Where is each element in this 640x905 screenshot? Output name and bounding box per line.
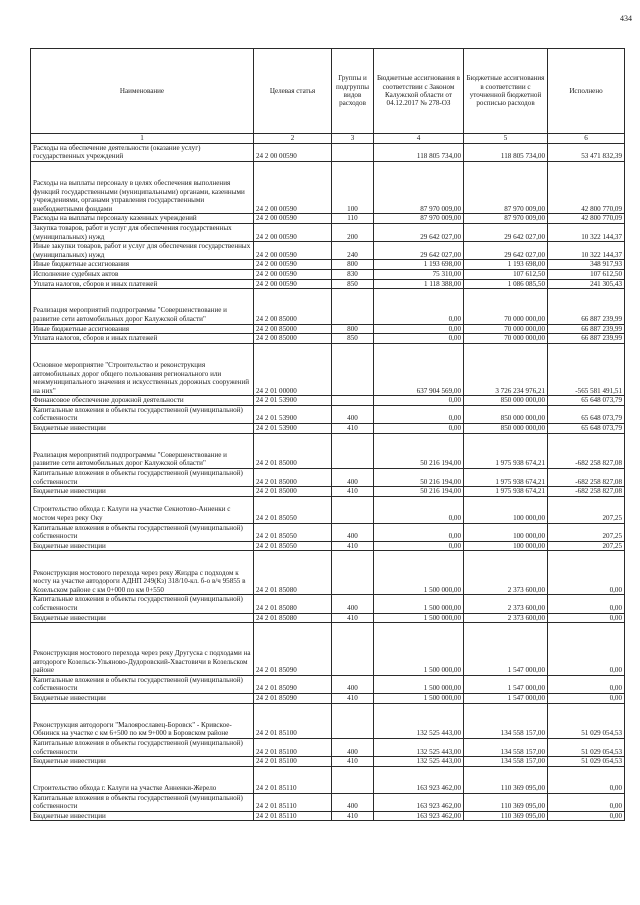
row-expense-group: 400 bbox=[332, 793, 374, 811]
row-executed: 65 648 073,79 bbox=[548, 396, 625, 406]
row-budget-revised: 1 975 938 674,21 bbox=[464, 433, 548, 468]
row-budget-revised: 134 558 157,00 bbox=[464, 757, 548, 767]
row-target-article: 24 2 00 00590 bbox=[254, 223, 332, 241]
header-executed: Исполнено bbox=[548, 49, 625, 134]
table-row bbox=[31, 279, 625, 289]
row-budget-revised: 70 000 000,00 bbox=[464, 289, 548, 324]
row-name: Капитальные вложения в объекты государственной (муниципальной) собственности bbox=[31, 405, 254, 423]
row-target-article: 24 2 01 85090 bbox=[254, 693, 332, 703]
row-executed: 107 612,50 bbox=[548, 269, 625, 279]
table-row bbox=[31, 496, 625, 523]
row-executed: -565 581 491,51 bbox=[548, 343, 625, 396]
row-expense-group: 400 bbox=[332, 738, 374, 756]
row-name: Реконструкция автодороги "Малоярославец-Боровск" - Кривское-Обнинск на участке с км 6+500 по км 9+000 в Боровском районе bbox=[31, 703, 254, 738]
row-budget-revised: 1 975 938 674,21 bbox=[464, 469, 548, 487]
header-budget-law: Бюджетные ассигнования в соответствии с Законом Калужской области от 04.12.2017 № 278-ОЗ bbox=[374, 49, 464, 134]
row-expense-group bbox=[332, 766, 374, 793]
table-row bbox=[31, 693, 625, 703]
row-executed: -682 258 827,08 bbox=[548, 433, 625, 468]
row-target-article: 24 2 01 53900 bbox=[254, 424, 332, 434]
table-row bbox=[31, 396, 625, 406]
row-budget-revised: 70 000 000,00 bbox=[464, 324, 548, 334]
row-budget-revised: 850 000 000,00 bbox=[464, 424, 548, 434]
row-executed: 207,25 bbox=[548, 496, 625, 523]
row-target-article: 24 2 00 00590 bbox=[254, 279, 332, 289]
row-expense-group: 400 bbox=[332, 523, 374, 541]
row-expense-group: 410 bbox=[332, 541, 374, 551]
table-row bbox=[31, 595, 625, 613]
row-budget-revised: 1 086 085,50 bbox=[464, 279, 548, 289]
row-name: Закупка товаров, работ и услуг для обеспечения государственных (муниципальных) нужд bbox=[31, 223, 254, 241]
row-target-article: 24 2 00 00590 bbox=[254, 260, 332, 270]
row-name: Бюджетные инвестиции bbox=[31, 424, 254, 434]
row-executed: 207,25 bbox=[548, 541, 625, 551]
row-budget-revised: 850 000 000,00 bbox=[464, 396, 548, 406]
row-budget-revised: 2 373 600,00 bbox=[464, 613, 548, 623]
row-expense-group: 410 bbox=[332, 757, 374, 767]
row-executed: 42 800 770,09 bbox=[548, 161, 625, 214]
row-name: Уплата налогов, сборов и иных платежей bbox=[31, 334, 254, 344]
row-name: Бюджетные инвестиции bbox=[31, 541, 254, 551]
table-row bbox=[31, 675, 625, 693]
table-row bbox=[31, 541, 625, 551]
row-name: Финансовое обеспечение дорожной деятельности bbox=[31, 396, 254, 406]
row-target-article: 24 2 00 00590 bbox=[254, 214, 332, 224]
row-executed: 10 322 144,37 bbox=[548, 242, 625, 260]
row-name: Бюджетные инвестиции bbox=[31, 487, 254, 497]
table-row bbox=[31, 143, 625, 161]
row-name: Капитальные вложения в объекты государственной (муниципальной) собственности bbox=[31, 523, 254, 541]
row-budget-law: 0,00 bbox=[374, 496, 464, 523]
row-executed: 51 029 054,53 bbox=[548, 703, 625, 738]
row-name: Реконструкция мостового перехода через реку Жиздра с подходом к мосту на участке автодороги АДНП 249(Кз) 318/10-кл. б-о в/ч 95855 в Козельском районе с км 0+000 по км 0+550 bbox=[31, 551, 254, 595]
row-expense-group: 400 bbox=[332, 469, 374, 487]
row-expense-group bbox=[332, 143, 374, 161]
row-expense-group: 800 bbox=[332, 260, 374, 270]
row-target-article: 24 2 00 85000 bbox=[254, 289, 332, 324]
row-budget-revised: 100 000,00 bbox=[464, 496, 548, 523]
row-budget-law: 87 970 009,00 bbox=[374, 161, 464, 214]
row-name: Основное мероприятие "Строительство и реконструкция автомобильных дорог общего пользования регионального или межмуниципального значения и искусственных дорожных сооружений на них" bbox=[31, 343, 254, 396]
row-name: Расходы на выплаты персоналу казенных учреждений bbox=[31, 214, 254, 224]
row-name: Расходы на обеспечение деятельности (оказание услуг) государственных учреждений bbox=[31, 143, 254, 161]
row-expense-group bbox=[332, 496, 374, 523]
row-budget-law: 75 310,00 bbox=[374, 269, 464, 279]
row-budget-law: 1 500 000,00 bbox=[374, 623, 464, 676]
row-budget-law: 50 216 194,00 bbox=[374, 469, 464, 487]
row-expense-group bbox=[332, 703, 374, 738]
row-target-article: 24 2 00 00590 bbox=[254, 161, 332, 214]
row-budget-law: 1 500 000,00 bbox=[374, 613, 464, 623]
table-row bbox=[31, 551, 625, 595]
row-target-article: 24 2 01 85090 bbox=[254, 623, 332, 676]
row-budget-law: 1 500 000,00 bbox=[374, 675, 464, 693]
row-budget-revised: 29 642 027,00 bbox=[464, 223, 548, 241]
row-name: Реализация мероприятий подпрограммы "Совершенствование и развитие сети автомобильных дорог Калужской области" bbox=[31, 433, 254, 468]
table-row bbox=[31, 793, 625, 811]
row-expense-group: 850 bbox=[332, 334, 374, 344]
table-row bbox=[31, 469, 625, 487]
row-budget-revised: 118 805 734,00 bbox=[464, 143, 548, 161]
row-executed: 0,00 bbox=[548, 675, 625, 693]
row-budget-law: 132 525 443,00 bbox=[374, 757, 464, 767]
column-number: 5 bbox=[464, 134, 548, 144]
table-row bbox=[31, 766, 625, 793]
budget-table bbox=[30, 48, 625, 821]
column-number: 4 bbox=[374, 134, 464, 144]
row-budget-revised: 3 726 234 976,21 bbox=[464, 343, 548, 396]
row-name: Капитальные вложения в объекты государственной (муниципальной) собственности bbox=[31, 675, 254, 693]
row-budget-revised: 110 369 095,00 bbox=[464, 793, 548, 811]
row-budget-revised: 134 558 157,00 bbox=[464, 738, 548, 756]
row-target-article: 24 2 00 00590 bbox=[254, 143, 332, 161]
row-budget-revised: 107 612,50 bbox=[464, 269, 548, 279]
row-budget-law: 1 118 388,00 bbox=[374, 279, 464, 289]
table-row bbox=[31, 757, 625, 767]
row-executed: 53 471 832,39 bbox=[548, 143, 625, 161]
row-executed: 348 917,93 bbox=[548, 260, 625, 270]
table-row bbox=[31, 343, 625, 396]
table-body bbox=[31, 143, 625, 821]
row-expense-group: 850 bbox=[332, 279, 374, 289]
row-budget-revised: 87 970 009,00 bbox=[464, 161, 548, 214]
row-name: Иные бюджетные ассигнования bbox=[31, 260, 254, 270]
row-name: Иные закупки товаров, работ и услуг для обеспечения государственных (муниципальных) нужд bbox=[31, 242, 254, 260]
row-budget-revised: 110 369 095,00 bbox=[464, 766, 548, 793]
row-target-article: 24 2 01 85110 bbox=[254, 811, 332, 821]
table-row bbox=[31, 214, 625, 224]
row-target-article: 24 2 00 85000 bbox=[254, 334, 332, 344]
row-target-article: 24 2 00 85000 bbox=[254, 324, 332, 334]
row-executed: 0,00 bbox=[548, 623, 625, 676]
row-target-article: 24 2 01 85050 bbox=[254, 496, 332, 523]
row-target-article: 24 2 01 85000 bbox=[254, 433, 332, 468]
row-executed: 241 305,43 bbox=[548, 279, 625, 289]
row-target-article: 24 2 01 85090 bbox=[254, 675, 332, 693]
row-expense-group: 400 bbox=[332, 595, 374, 613]
row-budget-law: 29 642 027,00 bbox=[374, 242, 464, 260]
row-name: Капитальные вложения в объекты государственной (муниципальной) собственности bbox=[31, 595, 254, 613]
table-row bbox=[31, 738, 625, 756]
row-expense-group: 100 bbox=[332, 161, 374, 214]
row-target-article: 24 2 01 85050 bbox=[254, 523, 332, 541]
row-expense-group bbox=[332, 551, 374, 595]
row-budget-revised: 1 547 000,00 bbox=[464, 675, 548, 693]
row-name: Реконструкция мостового перехода через реку Другуска с подходами на автодороге Козельск-Ульяново-Дудоровский-Хвастовичи в Козельском районе bbox=[31, 623, 254, 676]
header-groups: Группы и подгруппы видов расходов bbox=[332, 49, 374, 134]
table-row bbox=[31, 623, 625, 676]
row-budget-revised: 70 000 000,00 bbox=[464, 334, 548, 344]
row-name: Строительство обхода г. Калуги на участке Секиотово-Анненки с мостом через реку Оку bbox=[31, 496, 254, 523]
column-number: 2 bbox=[254, 134, 332, 144]
table-row bbox=[31, 613, 625, 623]
table-row bbox=[31, 161, 625, 214]
row-budget-law: 0,00 bbox=[374, 324, 464, 334]
row-executed: 66 887 239,99 bbox=[548, 289, 625, 324]
row-executed: 66 887 239,99 bbox=[548, 324, 625, 334]
page-number: 434 bbox=[620, 14, 632, 23]
row-target-article: 24 2 01 53900 bbox=[254, 396, 332, 406]
row-budget-revised: 134 558 157,00 bbox=[464, 703, 548, 738]
row-executed: 0,00 bbox=[548, 595, 625, 613]
row-target-article: 24 2 01 85000 bbox=[254, 487, 332, 497]
row-name: Иные бюджетные ассигнования bbox=[31, 324, 254, 334]
row-budget-revised: 87 970 009,00 bbox=[464, 214, 548, 224]
row-executed: 207,25 bbox=[548, 523, 625, 541]
row-name: Исполнение судебных актов bbox=[31, 269, 254, 279]
column-number: 1 bbox=[31, 134, 254, 144]
column-numbers-row bbox=[31, 134, 625, 144]
row-budget-law: 163 923 462,00 bbox=[374, 766, 464, 793]
row-budget-law: 50 216 194,00 bbox=[374, 487, 464, 497]
row-expense-group bbox=[332, 289, 374, 324]
row-name: Капитальные вложения в объекты государственной (муниципальной) собственности bbox=[31, 793, 254, 811]
row-expense-group bbox=[332, 623, 374, 676]
row-budget-law: 1 500 000,00 bbox=[374, 595, 464, 613]
table-row bbox=[31, 523, 625, 541]
row-budget-revised: 2 373 600,00 bbox=[464, 595, 548, 613]
table-row bbox=[31, 424, 625, 434]
row-target-article: 24 2 01 53900 bbox=[254, 405, 332, 423]
row-expense-group bbox=[332, 433, 374, 468]
row-name: Бюджетные инвестиции bbox=[31, 811, 254, 821]
row-budget-law: 132 525 443,00 bbox=[374, 703, 464, 738]
row-budget-law: 87 970 009,00 bbox=[374, 214, 464, 224]
table-row bbox=[31, 334, 625, 344]
row-target-article: 24 2 01 85110 bbox=[254, 766, 332, 793]
table-row bbox=[31, 405, 625, 423]
column-number: 3 bbox=[332, 134, 374, 144]
row-budget-law: 0,00 bbox=[374, 334, 464, 344]
row-target-article: 24 2 01 85080 bbox=[254, 595, 332, 613]
table-header-row bbox=[31, 49, 625, 134]
row-expense-group: 200 bbox=[332, 223, 374, 241]
row-target-article: 24 2 01 85110 bbox=[254, 793, 332, 811]
table-row bbox=[31, 433, 625, 468]
row-budget-revised: 1 547 000,00 bbox=[464, 693, 548, 703]
row-budget-revised: 100 000,00 bbox=[464, 523, 548, 541]
row-name: Бюджетные инвестиции bbox=[31, 757, 254, 767]
row-budget-law: 132 525 443,00 bbox=[374, 738, 464, 756]
row-executed: 66 887 239,99 bbox=[548, 334, 625, 344]
row-executed: 51 029 054,53 bbox=[548, 757, 625, 767]
row-budget-revised: 1 193 698,00 bbox=[464, 260, 548, 270]
row-budget-law: 0,00 bbox=[374, 523, 464, 541]
row-expense-group: 410 bbox=[332, 424, 374, 434]
row-budget-revised: 1 975 938 674,21 bbox=[464, 487, 548, 497]
header-target: Целевая статья bbox=[254, 49, 332, 134]
row-target-article: 24 2 00 00590 bbox=[254, 269, 332, 279]
row-budget-revised: 110 369 095,00 bbox=[464, 811, 548, 821]
row-expense-group: 240 bbox=[332, 242, 374, 260]
row-executed: 51 029 054,53 bbox=[548, 738, 625, 756]
row-target-article: 24 2 01 85080 bbox=[254, 551, 332, 595]
table-row bbox=[31, 242, 625, 260]
row-budget-law: 118 805 734,00 bbox=[374, 143, 464, 161]
header-name: Наименование bbox=[31, 49, 254, 134]
row-budget-revised: 29 642 027,00 bbox=[464, 242, 548, 260]
row-budget-law: 1 500 000,00 bbox=[374, 693, 464, 703]
row-budget-law: 163 923 462,00 bbox=[374, 793, 464, 811]
row-budget-law: 0,00 bbox=[374, 541, 464, 551]
table-row bbox=[31, 487, 625, 497]
row-executed: 65 648 073,79 bbox=[548, 424, 625, 434]
table-row bbox=[31, 269, 625, 279]
row-budget-law: 1 500 000,00 bbox=[374, 551, 464, 595]
row-name: Уплата налогов, сборов и иных платежей bbox=[31, 279, 254, 289]
row-expense-group: 410 bbox=[332, 811, 374, 821]
row-target-article: 24 2 01 00000 bbox=[254, 343, 332, 396]
row-executed: 0,00 bbox=[548, 551, 625, 595]
row-expense-group: 400 bbox=[332, 675, 374, 693]
row-name: Реализация мероприятий подпрограммы "Совершенствование и развитие сети автомобильных дорог Калужской области" bbox=[31, 289, 254, 324]
row-name: Капитальные вложения в объекты государственной (муниципальной) собственности bbox=[31, 738, 254, 756]
row-target-article: 24 2 01 85100 bbox=[254, 703, 332, 738]
row-name: Бюджетные инвестиции bbox=[31, 613, 254, 623]
table-row bbox=[31, 703, 625, 738]
row-budget-law: 50 216 194,00 bbox=[374, 433, 464, 468]
table-row bbox=[31, 811, 625, 821]
row-expense-group bbox=[332, 396, 374, 406]
row-executed: -682 258 827,08 bbox=[548, 487, 625, 497]
row-executed: 42 800 770,09 bbox=[548, 214, 625, 224]
row-expense-group: 410 bbox=[332, 613, 374, 623]
row-budget-law: 29 642 027,00 bbox=[374, 223, 464, 241]
table-row bbox=[31, 324, 625, 334]
row-executed: 0,00 bbox=[548, 613, 625, 623]
row-target-article: 24 2 01 85100 bbox=[254, 738, 332, 756]
row-expense-group: 410 bbox=[332, 487, 374, 497]
row-name: Расходы на выплаты персоналу в целях обеспечения выполнения функций государственными (муниципальными) органами, казенными учреждениями, органами управления государственными внебюджетными фондами bbox=[31, 161, 254, 214]
row-budget-law: 1 193 698,00 bbox=[374, 260, 464, 270]
table-row bbox=[31, 260, 625, 270]
table-row bbox=[31, 223, 625, 241]
row-budget-revised: 2 373 600,00 bbox=[464, 551, 548, 595]
row-executed: 65 648 073,79 bbox=[548, 405, 625, 423]
row-expense-group: 400 bbox=[332, 405, 374, 423]
row-target-article: 24 2 01 85100 bbox=[254, 757, 332, 767]
row-budget-law: 0,00 bbox=[374, 424, 464, 434]
row-name: Бюджетные инвестиции bbox=[31, 693, 254, 703]
row-budget-revised: 100 000,00 bbox=[464, 541, 548, 551]
row-executed: 0,00 bbox=[548, 793, 625, 811]
row-budget-law: 0,00 bbox=[374, 289, 464, 324]
row-name: Строительство обхода г. Калуги на участке Анненки-Жерело bbox=[31, 766, 254, 793]
row-executed: 10 322 144,37 bbox=[548, 223, 625, 241]
column-number: 6 bbox=[548, 134, 625, 144]
table-row bbox=[31, 289, 625, 324]
row-budget-law: 163 923 462,00 bbox=[374, 811, 464, 821]
row-expense-group: 830 bbox=[332, 269, 374, 279]
row-budget-law: 637 904 569,00 bbox=[374, 343, 464, 396]
row-target-article: 24 2 01 85050 bbox=[254, 541, 332, 551]
row-expense-group bbox=[332, 343, 374, 396]
row-budget-law: 0,00 bbox=[374, 396, 464, 406]
row-executed: 0,00 bbox=[548, 693, 625, 703]
row-expense-group: 800 bbox=[332, 324, 374, 334]
row-target-article: 24 2 01 85080 bbox=[254, 613, 332, 623]
row-target-article: 24 2 01 85000 bbox=[254, 469, 332, 487]
row-target-article: 24 2 00 00590 bbox=[254, 242, 332, 260]
row-executed: 0,00 bbox=[548, 811, 625, 821]
row-expense-group: 410 bbox=[332, 693, 374, 703]
row-budget-law: 0,00 bbox=[374, 405, 464, 423]
row-budget-revised: 1 547 000,00 bbox=[464, 623, 548, 676]
row-name: Капитальные вложения в объекты государственной (муниципальной) собственности bbox=[31, 469, 254, 487]
header-budget-revised: Бюджетные ассигнования в соответствии с уточненной бюджетной росписью расходов bbox=[464, 49, 548, 134]
row-executed: -682 258 827,08 bbox=[548, 469, 625, 487]
row-budget-revised: 850 000 000,00 bbox=[464, 405, 548, 423]
row-executed: 0,00 bbox=[548, 766, 625, 793]
row-expense-group: 110 bbox=[332, 214, 374, 224]
